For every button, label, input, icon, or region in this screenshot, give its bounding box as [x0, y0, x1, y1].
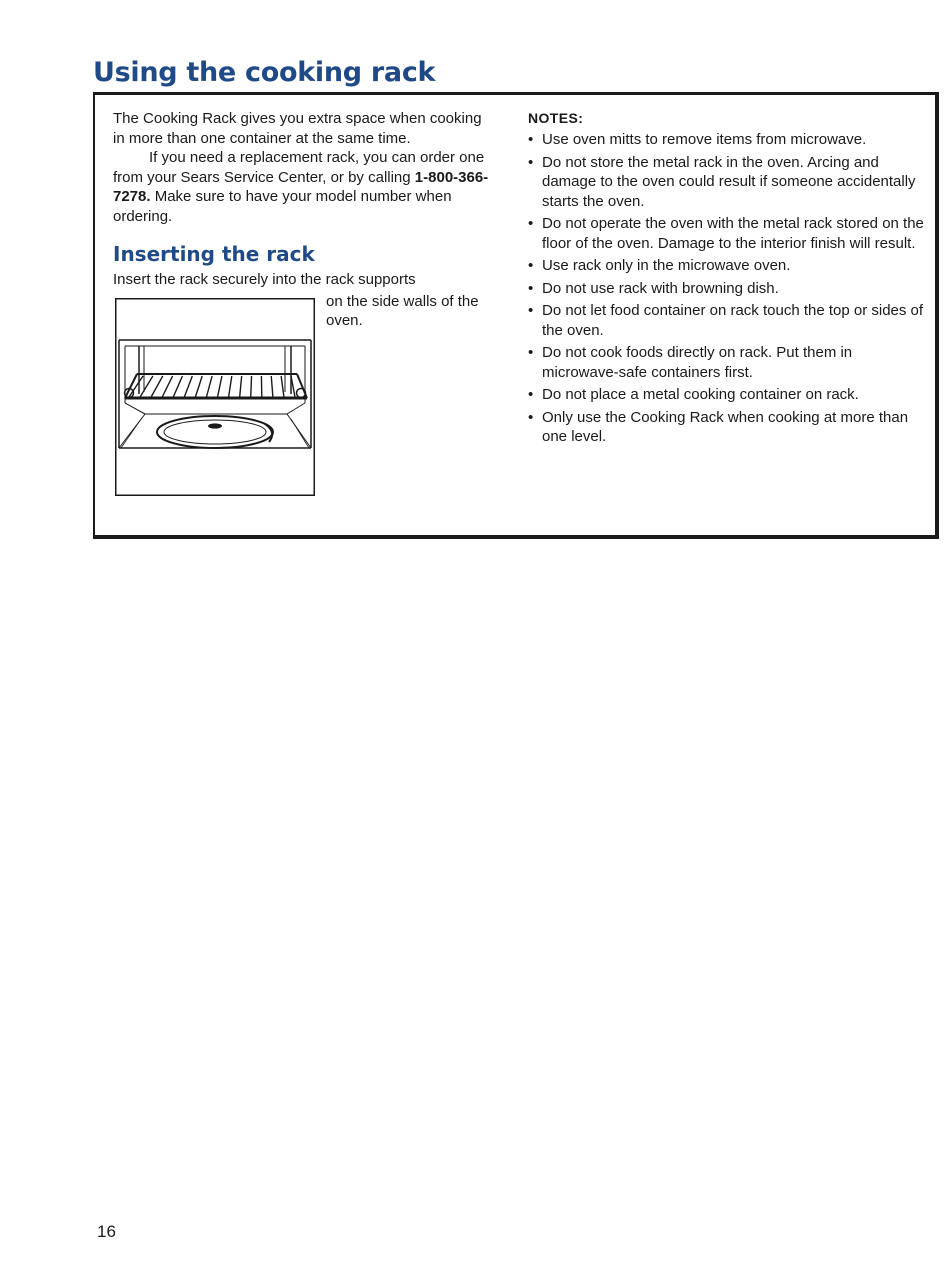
inserting-heading: Inserting the rack [113, 242, 315, 266]
bullet-icon: • [528, 386, 534, 403]
note-item: • Do not place a metal cooking container on rack. [528, 386, 859, 403]
intro-paragraph: The Cooking Rack gives you extra space when cooking in more than one container at the same time. [113, 110, 482, 147]
page-title: Using the cooking rack [93, 57, 436, 88]
replacement-text-end: Make sure to have your model number when ordering. [113, 188, 452, 225]
rack-bar [162, 376, 172, 397]
bullet-icon: • [528, 344, 534, 361]
bullet-icon: • [528, 215, 534, 232]
rack-bar [240, 376, 242, 397]
content-box [93, 92, 939, 539]
figure-area [113, 290, 493, 490]
rack-bar [151, 376, 163, 397]
rack-bar [173, 376, 182, 397]
rack-bar [218, 376, 222, 397]
bullet-icon: • [528, 153, 534, 171]
page-number: 16 [97, 1222, 116, 1241]
rack-bar [251, 376, 252, 397]
rack-bar [140, 376, 153, 397]
rack-bar [206, 376, 212, 397]
note-item: • Use rack only in the microwave oven. [528, 257, 791, 274]
replacement-paragraph [113, 148, 493, 226]
notes-list [528, 130, 928, 447]
inserting-text-line2: on the side walls of the oven. [326, 292, 479, 329]
rack-bar [184, 376, 192, 397]
rack-bar [195, 376, 202, 397]
note-item: • Do not operate the oven with the metal rack stored on the floor of the oven. Damage to the interior finish will result. [528, 215, 924, 252]
right-column [528, 109, 928, 450]
note-item: • Do not store the metal rack in the oven. Arcing and damage to the oven could result if someone accidentally starts the oven. [528, 153, 916, 210]
rack-bar [281, 376, 284, 397]
bullet-icon: • [528, 302, 534, 319]
bullet-icon: • [528, 131, 534, 148]
bullet-icon: • [528, 257, 534, 274]
note-item: • Only use the Cooking Rack when cooking at more than one level. [528, 408, 909, 445]
replacement-text-start: If you need a replacement rack, you can order one from your Sears Service Center, or by calling [113, 149, 485, 186]
left-column [113, 109, 493, 490]
bullet-icon: • [528, 279, 534, 297]
rack-bar [271, 376, 273, 397]
note-item: • Do not let food container on rack touch the top or sides of the oven. [528, 302, 924, 339]
notes-heading: NOTES: [528, 110, 584, 126]
phone-number: 1-800-366-7278. [113, 168, 489, 205]
note-item: • Use oven mitts to remove items from microwave. [528, 131, 867, 148]
rack-bars [129, 376, 295, 397]
rack-illustration [115, 298, 315, 496]
note-item: • Do not use rack with browning dish. [528, 279, 779, 297]
inserting-text-line1: Insert the rack securely into the rack supports [113, 271, 416, 288]
rack-bar [229, 376, 232, 397]
bullet-icon: • [528, 408, 534, 426]
note-item: • Do not cook foods directly on rack. Put them in microwave-safe containers first. [528, 344, 853, 381]
